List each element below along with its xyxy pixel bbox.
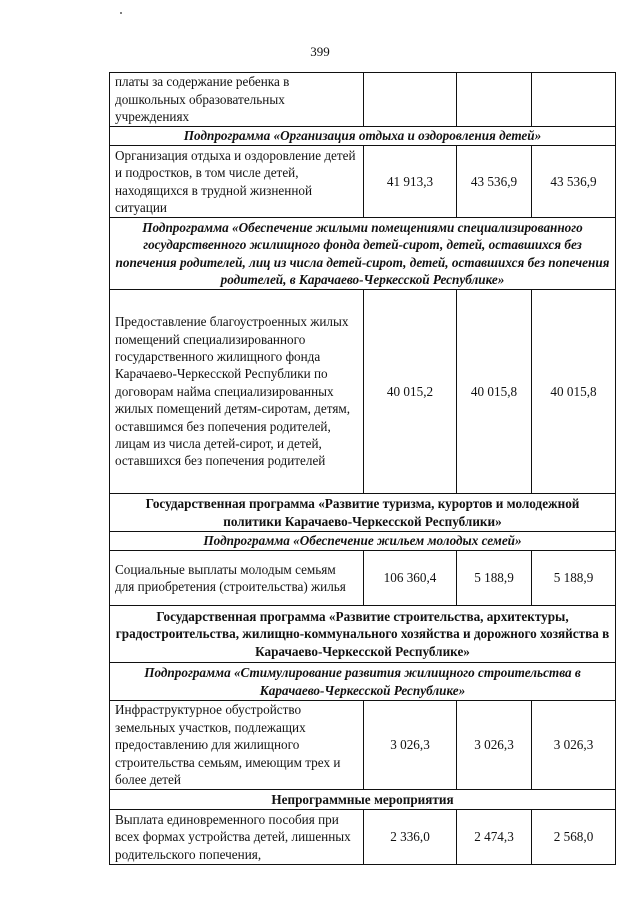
program-row <box>110 606 616 663</box>
row-name: Предоставление благоустроенных жилых помещений специализированного государственного жилищного фонда Карачаево-Черкесской Республики по договорам найма специализированных жилых помещений детям-сиротам, детям, оставшимся без попечения родителей, лицам из числа детей-сирот, и детей, оставшихся без попечения родителей <box>110 290 364 494</box>
budget-table <box>109 72 616 865</box>
value-year-2: 43 536,9 <box>457 146 532 218</box>
table-row <box>110 290 616 494</box>
subprogram-row <box>110 218 616 290</box>
value-year-1: 106 360,4 <box>364 551 457 606</box>
subprogram-row <box>110 663 616 701</box>
subprogram-title: Подпрограмма «Обеспечение жилыми помещениями специализированного государственного жилищного фонда детей-сирот, детей, оставшихся без попечения родителей, лиц из числа детей-сирот, детей, оставшихся без попечения родителей, в Карачаево-Черкесской Республике» <box>110 218 616 290</box>
row-name: Выплата единовременного пособия при всех формах устройства детей, лишенных родительского попечения, <box>110 810 364 865</box>
section-title: Непрограммные мероприятия <box>110 790 616 810</box>
program-row <box>110 494 616 532</box>
value-year-2: 3 026,3 <box>457 701 532 790</box>
value-year-2 <box>457 73 532 127</box>
value-year-2: 5 188,9 <box>457 551 532 606</box>
row-name: платы за содержание ребенка в дошкольных образовательных учреждениях <box>110 73 364 127</box>
program-title: Государственная программа «Развитие строительства, архитектуры, градостроительства, жилищно-коммунального хозяйства и дорожного хозяйства в Карачаево-Черкесской Республике» <box>110 606 616 663</box>
subprogram-title: Подпрограмма «Организация отдыха и оздоровления детей» <box>110 127 616 146</box>
row-name: Инфраструктурное обустройство земельных участков, подлежащих предоставлению для жилищного строительства семьям, имеющим трех и более детей <box>110 701 364 790</box>
value-year-3 <box>532 73 616 127</box>
page-number: 399 <box>310 44 330 59</box>
value-year-1: 2 336,0 <box>364 810 457 865</box>
table-row <box>110 146 616 218</box>
value-year-3: 2 568,0 <box>532 810 616 865</box>
value-year-1 <box>364 73 457 127</box>
subprogram-row <box>110 532 616 551</box>
scan-speck <box>120 12 122 14</box>
value-year-1: 41 913,3 <box>364 146 457 218</box>
value-year-2: 40 015,8 <box>457 290 532 494</box>
table-row <box>110 551 616 606</box>
value-year-3: 43 536,9 <box>532 146 616 218</box>
table-row <box>110 810 616 865</box>
table-row <box>110 73 616 127</box>
row-name: Социальные выплаты молодым семьям для приобретения (строительства) жилья <box>110 551 364 606</box>
section-row <box>110 790 616 810</box>
value-year-1: 40 015,2 <box>364 290 457 494</box>
value-year-1: 3 026,3 <box>364 701 457 790</box>
subprogram-row <box>110 127 616 146</box>
row-name: Организация отдыха и оздоровление детей и подростков, в том числе детей, находящихся в трудной жизненной ситуации <box>110 146 364 218</box>
program-title: Государственная программа «Развитие туризма, курортов и молодежной политики Карачаево-Черкесской Республики» <box>110 494 616 532</box>
table-row <box>110 701 616 790</box>
subprogram-title: Подпрограмма «Стимулирование развития жилищного строительства в Карачаево-Черкесской Республике» <box>110 663 616 701</box>
value-year-3: 5 188,9 <box>532 551 616 606</box>
value-year-3: 3 026,3 <box>532 701 616 790</box>
subprogram-title: Подпрограмма «Обеспечение жильем молодых семей» <box>110 532 616 551</box>
value-year-2: 2 474,3 <box>457 810 532 865</box>
value-year-3: 40 015,8 <box>532 290 616 494</box>
